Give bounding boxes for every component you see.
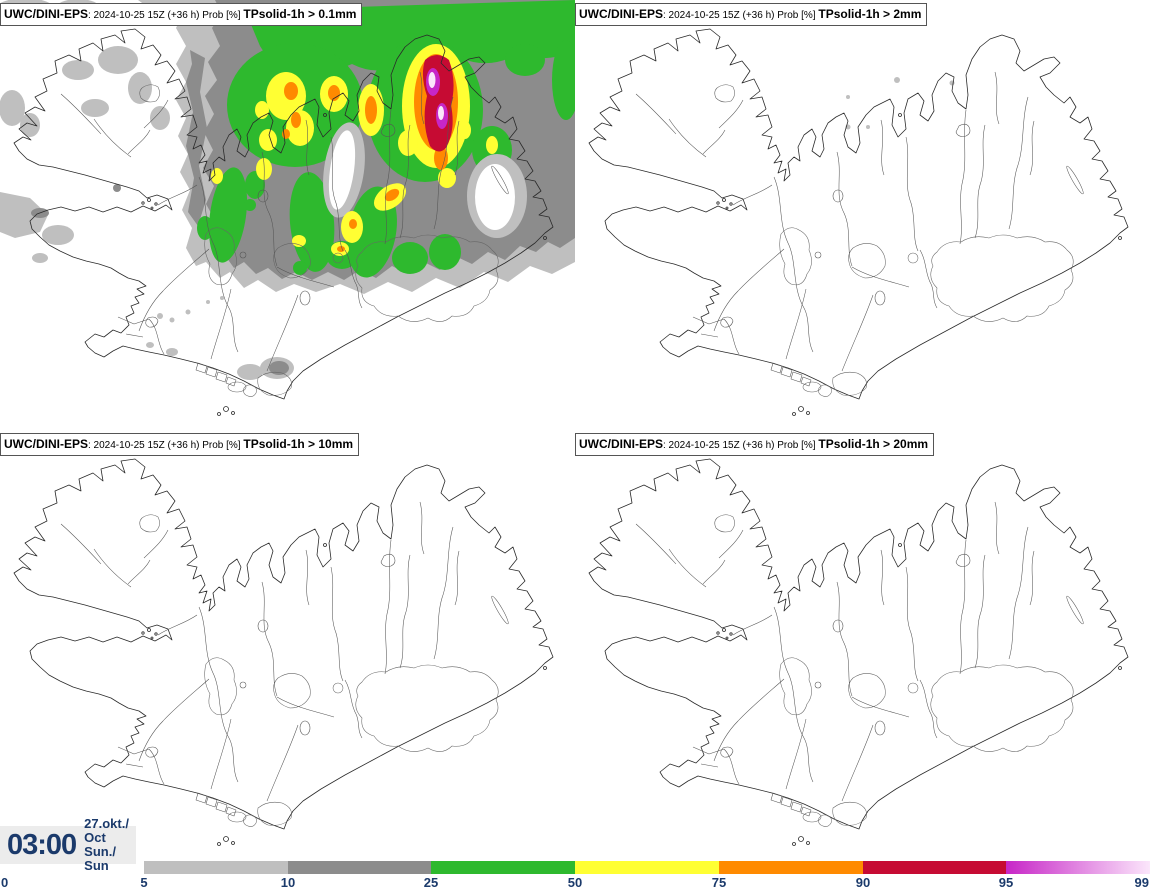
product-name: UWC/DINI-EPS (579, 7, 663, 21)
valid-date-line2: Sun./ Sun (84, 844, 116, 873)
panel-title (575, 3, 927, 26)
colorbar-tick-75: 75 (711, 875, 727, 890)
valid-date (84, 817, 136, 873)
valid-time-box (0, 816, 136, 873)
colorbar-segment-25-50 (431, 861, 575, 874)
run-info: : 2024-10-25 15Z (+36 h) Prob [%] (663, 440, 819, 451)
colorbar-tick-10: 10 (280, 875, 296, 890)
map-panel-2mm (575, 0, 1150, 430)
colorbar-tick-99: 99 (1134, 875, 1149, 890)
colorbar-segment-50-75 (575, 861, 719, 874)
colorbar-segment-90-95 (863, 861, 1007, 874)
map-panel-10mm (0, 430, 575, 860)
run-info: : 2024-10-25 15Z (+36 h) Prob [%] (88, 10, 244, 21)
run-info: : 2024-10-25 15Z (+36 h) Prob [%] (88, 440, 244, 451)
colorbar-tick-95: 95 (998, 875, 1014, 890)
probability-overlay (0, 0, 575, 380)
map-panel-20mm (575, 430, 1150, 860)
colorbar-tick-50: 50 (567, 875, 583, 890)
colorbar-segment-75-90 (719, 861, 863, 874)
colorbar-ticks (0, 875, 1150, 891)
iceland-map (575, 0, 1150, 430)
product-name: UWC/DINI-EPS (4, 437, 88, 451)
colorbar-tick-90: 90 (855, 875, 871, 890)
valid-time: 03:00 (7, 828, 77, 861)
threshold-label: TPsolid-1h > 2mm (818, 7, 922, 21)
map-panel-0.1mm (0, 0, 575, 430)
prob-gte90-red (423, 55, 454, 152)
colorbar-tick-25: 25 (423, 875, 439, 890)
iceland-map (0, 430, 575, 860)
iceland-map (0, 0, 575, 430)
valid-date-line1: 27.okt./ Oct (84, 816, 129, 845)
run-info: : 2024-10-25 15Z (+36 h) Prob [%] (663, 10, 819, 21)
colorbar-segment-5-10 (144, 861, 288, 874)
panel-title (0, 433, 359, 456)
threshold-label: TPsolid-1h > 20mm (818, 437, 929, 451)
iceland-map (575, 430, 1150, 860)
colorbar-segment-95-99 (1006, 861, 1150, 874)
product-name: UWC/DINI-EPS (4, 7, 88, 21)
probability-colorbar (0, 861, 1150, 874)
panel-title (0, 3, 362, 26)
product-name: UWC/DINI-EPS (579, 437, 663, 451)
colorbar-segment-10-25 (288, 861, 432, 874)
threshold-label: TPsolid-1h > 10mm (243, 437, 354, 451)
panel-title (575, 433, 934, 456)
threshold-label: TPsolid-1h > 0.1mm (243, 7, 357, 21)
colorbar-tick-0: 0 (1, 875, 9, 890)
colorbar-tick-5: 5 (140, 875, 148, 890)
